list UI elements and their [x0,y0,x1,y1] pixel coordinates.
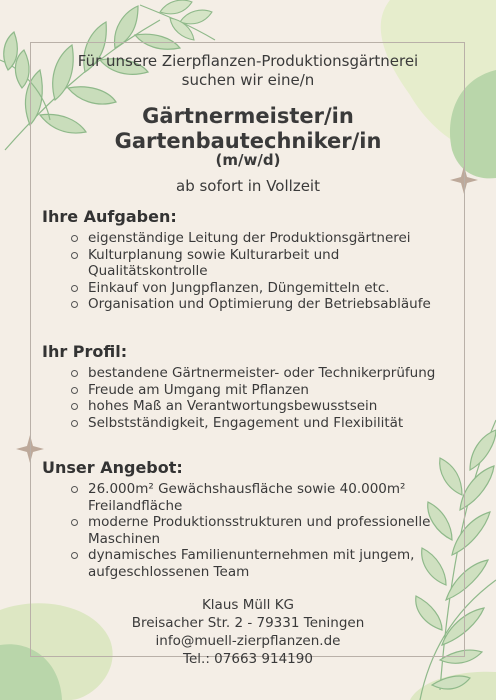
section-heading: Unser Angebot: [42,458,183,477]
list-item: Selbstständigkeit, Engagement und Flexibilität [88,415,452,432]
job-title-line-1: Gärtnermeister/in [142,104,354,128]
intro-line-2: suchen wir eine/n [181,71,315,89]
start-text: ab sofort in Vollzeit [176,177,320,195]
bullet-icon [71,370,78,377]
bullet-icon [71,420,78,427]
aufgaben-list [42,230,452,313]
list-item: Organisation und Optimierung der Betriebsabläufe [88,296,452,313]
bullet-icon [71,301,78,308]
email-link[interactable]: info@muell-zierpflanzen.de [155,633,341,649]
job-title [40,104,456,154]
bullet-icon [71,403,78,410]
list-item: eigenständige Leitung der Produktionsgärtnerei [88,230,452,247]
company-name: Klaus Müll KG [201,597,295,613]
job-title-line-2: Gartenbautechniker/in [114,129,382,153]
section-heading: Ihr Profil: [42,342,128,361]
contact-block [40,596,456,668]
bullet-icon [71,387,78,394]
intro-line-1: Für unsere Zierpflanzen-Produktionsgärtnerei [77,52,419,70]
list-item: moderne Produktionsstrukturen und professionelle Maschinen [88,514,452,547]
section-aufgaben [42,206,452,313]
list-item: dynamisches Familienunternehmen mit jungem, aufgeschlossenen Team [88,547,452,580]
section-profil [42,341,452,431]
bullet-icon [71,519,78,526]
section-angebot [42,457,452,580]
phone-number[interactable]: Tel.: 07663 914190 [183,651,313,667]
profil-list [42,365,452,431]
list-item: Einkauf von Jungpflanzen, Düngemitteln etc. [88,280,452,297]
gender-note: (m/w/d) [215,151,281,169]
list-item: bestandene Gärtnermeister- oder Technikerprüfung [88,365,452,382]
list-item: 26.000m² Gewächshausfläche sowie 40.000m² Freilandfläche [88,481,452,514]
bullet-icon [71,252,78,259]
angebot-list [42,481,452,580]
company-address: Breisacher Str. 2 - 79331 Teningen [131,615,365,631]
bullet-icon [71,235,78,242]
bullet-icon [71,285,78,292]
bullet-icon [71,486,78,493]
list-item: Kulturplanung sowie Kulturarbeit und Qualitätskontrolle [88,247,452,280]
list-item: Freude am Umgang mit Pflanzen [88,382,452,399]
section-heading: Ihre Aufgaben: [42,207,177,226]
bullet-icon [71,552,78,559]
list-item: hohes Maß an Verantwortungsbewusstsein [88,398,452,415]
intro-text [40,52,456,90]
